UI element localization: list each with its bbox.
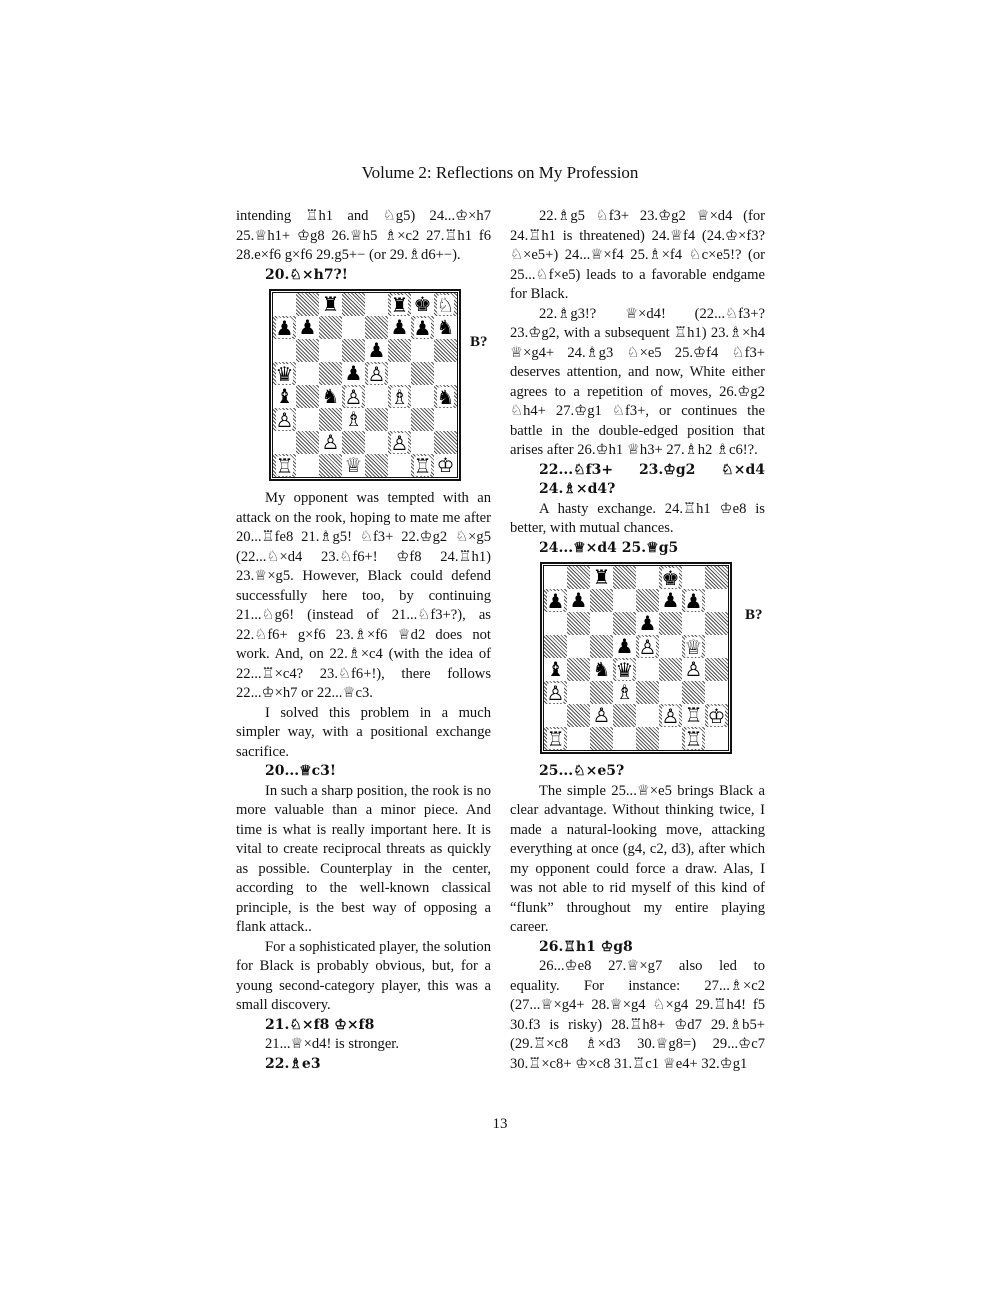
board-square bbox=[544, 681, 567, 704]
chess-piece: ♟ bbox=[390, 315, 409, 339]
chess-piece: ♙ bbox=[684, 657, 703, 681]
board-square bbox=[590, 612, 613, 635]
side-to-move-label: B? bbox=[745, 607, 763, 623]
chess-piece: ♚ bbox=[413, 292, 432, 316]
chess-piece: ♟ bbox=[615, 634, 634, 658]
paragraph: In such a sharp position, the rook is no more valuable than a minor piece. And time is what is really important here. It is vital to create reciprocal threats as quickly as possible. Counterplay in the center, according to the well-known classical principle, is the best way of opposing a flank attack.. bbox=[236, 782, 491, 935]
board-square bbox=[544, 727, 567, 750]
board-square bbox=[319, 454, 342, 477]
paragraph: intending ♖h1 and ♘g5) 24...♔×h7 25.♕h1+ ♔g8 26.♕h5 ♗×c2 27.♖h1 f6 28.e×f6 g×f6 29.g5+− (or 29.♗d6+−). bbox=[236, 208, 491, 263]
board-square bbox=[411, 362, 434, 385]
chess-piece: ♟ bbox=[298, 315, 317, 339]
board-square bbox=[388, 362, 411, 385]
board-square bbox=[636, 658, 659, 681]
chess-piece: ♙ bbox=[592, 703, 611, 727]
board-square bbox=[682, 704, 705, 727]
board-square bbox=[682, 681, 705, 704]
chess-piece: ♛ bbox=[615, 657, 634, 682]
board-square bbox=[705, 635, 728, 658]
paragraph: 21...♕×d4! is stronger. bbox=[265, 1036, 400, 1052]
board-square bbox=[613, 589, 636, 612]
chess-piece: ♜ bbox=[321, 292, 340, 316]
paragraph: A hasty exchange. 24.♖h1 ♔e8 is better, with mutual chances. bbox=[510, 500, 765, 536]
move-line: 24...♕×d4 25.♕g5 bbox=[539, 539, 679, 556]
board-square bbox=[319, 339, 342, 362]
chess-piece: ♟ bbox=[638, 611, 657, 635]
board-square bbox=[388, 431, 411, 454]
move-line: 20...♕c3! bbox=[265, 763, 337, 779]
board-square bbox=[567, 658, 590, 681]
paragraph: The simple 25...♕×e5 brings Black a clear advantage. Without thinking twice, I made a natural-looking move, attacking everything at once (g4, c2, d3), after which my opponent could force a draw. Alas, I was not able to rid myself of this kind of “flunk” throughout my entire playing career. bbox=[510, 782, 765, 935]
board-square bbox=[659, 612, 682, 635]
move-line: 26.♖h1 ♔g8 bbox=[539, 938, 633, 955]
paragraph: I solved this problem in a much simpler way, with a positional exchange sacrifice. bbox=[236, 704, 491, 760]
board-square bbox=[434, 385, 457, 408]
board-square bbox=[319, 431, 342, 454]
board-square bbox=[567, 681, 590, 704]
board-square bbox=[567, 612, 590, 635]
board-square bbox=[567, 704, 590, 727]
board-square bbox=[388, 385, 411, 408]
board-square bbox=[590, 635, 613, 658]
chess-board bbox=[272, 292, 458, 478]
chess-piece: ♝ bbox=[275, 384, 294, 408]
chess-piece: ♙ bbox=[275, 407, 294, 432]
chess-piece: ♖ bbox=[546, 726, 565, 751]
board-square bbox=[342, 339, 365, 362]
board-square bbox=[705, 589, 728, 612]
board-square bbox=[365, 316, 388, 339]
paragraph: 22.♗g5 ♘f3+ 23.♔g2 ♕×d4 (for 24.♖h1 is threatened) 24.♕f4 (24.♔×f3? ♘×e5+) 24...♕×f4 25.♗×f4 ♘c×e5!? (or 25...♘f×e5) leads to a favorable endgame for Black. bbox=[510, 208, 765, 302]
chess-piece: ♟ bbox=[275, 315, 294, 340]
chess-piece: ♟ bbox=[367, 338, 386, 362]
chess-piece: ♛ bbox=[275, 361, 294, 386]
board-square bbox=[411, 431, 434, 454]
board-square bbox=[296, 339, 319, 362]
chess-piece: ♟ bbox=[413, 315, 432, 340]
chess-piece: ♙ bbox=[390, 430, 409, 455]
board-square bbox=[319, 408, 342, 431]
chess-piece: ♗ bbox=[344, 407, 363, 431]
chess-piece: ♙ bbox=[546, 680, 565, 705]
paragraph: For a sophisticated player, the solution for Black is probably obvious, but, for a young second-category player, this was a small discovery. bbox=[236, 938, 491, 1013]
chess-piece: ♙ bbox=[344, 384, 363, 409]
board-square bbox=[411, 385, 434, 408]
chess-piece: ♕ bbox=[684, 634, 703, 659]
board-square bbox=[636, 566, 659, 589]
board-square bbox=[273, 454, 296, 477]
chess-piece: ♝ bbox=[546, 657, 565, 681]
chess-piece: ♙ bbox=[661, 703, 680, 728]
board-square bbox=[388, 293, 411, 316]
board-square bbox=[342, 431, 365, 454]
board-square bbox=[636, 681, 659, 704]
board-square bbox=[544, 658, 567, 681]
board-square bbox=[705, 681, 728, 704]
chess-piece: ♙ bbox=[638, 634, 657, 659]
chess-board bbox=[543, 565, 729, 751]
board-square bbox=[590, 589, 613, 612]
chess-piece: ♗ bbox=[390, 384, 409, 409]
chess-piece: ♜ bbox=[592, 565, 611, 589]
board-square bbox=[319, 362, 342, 385]
board-square bbox=[613, 566, 636, 589]
chess-piece: ♟ bbox=[546, 588, 565, 613]
chess-piece: ♖ bbox=[275, 453, 294, 478]
board-square bbox=[659, 704, 682, 727]
board-square bbox=[613, 704, 636, 727]
board-square bbox=[636, 612, 659, 635]
board-square bbox=[273, 316, 296, 339]
right-column bbox=[510, 207, 765, 1074]
board-square bbox=[411, 408, 434, 431]
board-square bbox=[705, 566, 728, 589]
chess-piece: ♖ bbox=[684, 726, 703, 751]
running-header: Volume 2: Reflections on My Profession bbox=[361, 163, 639, 182]
board-square bbox=[273, 339, 296, 362]
board-square bbox=[411, 293, 434, 316]
page-number: 13 bbox=[492, 1116, 508, 1132]
board-square bbox=[296, 362, 319, 385]
board-square bbox=[636, 635, 659, 658]
board-square bbox=[636, 727, 659, 750]
chess-piece: ♞ bbox=[436, 384, 455, 409]
chess-piece: ♕ bbox=[344, 453, 363, 477]
chess-piece: ♖ bbox=[413, 453, 432, 478]
board-square bbox=[613, 635, 636, 658]
chess-piece: ♞ bbox=[436, 315, 455, 339]
board-square bbox=[636, 704, 659, 727]
board-square bbox=[388, 454, 411, 477]
chess-piece: ♗ bbox=[615, 680, 634, 704]
chess-piece: ♟ bbox=[661, 588, 680, 612]
board-square bbox=[590, 566, 613, 589]
board-square bbox=[613, 681, 636, 704]
board-square bbox=[567, 635, 590, 658]
move-line: 25...♘×e5? bbox=[539, 763, 625, 779]
board-square bbox=[434, 316, 457, 339]
board-square bbox=[365, 362, 388, 385]
board-square bbox=[342, 454, 365, 477]
move-line: 22.♗e3 bbox=[265, 1055, 321, 1072]
board-square bbox=[365, 339, 388, 362]
board-square bbox=[273, 362, 296, 385]
board-square bbox=[682, 589, 705, 612]
board-square bbox=[319, 293, 342, 316]
board-square bbox=[273, 408, 296, 431]
board-square bbox=[365, 385, 388, 408]
paragraph: My opponent was tempted with an attack on the rook, hoping to mate me after 20...♖fe8 21.♗g5! ♘f3+ 22.♔g2 ♘×g5 (22...♘×d4 23.♘f6+! ♔f8 24.♖h1) 23.♕×g5. However, Black could defend successfully here too, by continuing 21...♘g6! (instead of 21...♘f3+?), as 22.♘f6+ g×f6 23.♗×f6 ♕d2 does not work. And, on 22.♗×c4 (with the idea of 22...♖×c4? 23.♘f6+!), there follows 22...♔×h7 or 22...♕c3. bbox=[236, 490, 491, 701]
chess-piece: ♟ bbox=[344, 361, 363, 385]
board-square bbox=[365, 431, 388, 454]
board-square bbox=[434, 362, 457, 385]
chess-piece: ♟ bbox=[569, 588, 588, 612]
board-square bbox=[659, 727, 682, 750]
board-square bbox=[434, 408, 457, 431]
board-square bbox=[613, 727, 636, 750]
board-square bbox=[682, 566, 705, 589]
board-square bbox=[365, 408, 388, 431]
board-square bbox=[296, 431, 319, 454]
board-square bbox=[682, 612, 705, 635]
board-square bbox=[682, 635, 705, 658]
board-square bbox=[411, 316, 434, 339]
chess-piece: ♔ bbox=[436, 453, 455, 477]
board-square bbox=[342, 385, 365, 408]
board-square bbox=[544, 589, 567, 612]
board-square bbox=[567, 727, 590, 750]
board-square bbox=[705, 704, 728, 727]
board-square bbox=[682, 658, 705, 681]
chess-piece: ♞ bbox=[321, 384, 340, 408]
board-square bbox=[659, 681, 682, 704]
board-square bbox=[342, 408, 365, 431]
board-square bbox=[273, 385, 296, 408]
chess-piece: ♞ bbox=[592, 657, 611, 681]
board-square bbox=[388, 339, 411, 362]
chess-piece: ♖ bbox=[684, 703, 703, 727]
chess-piece: ♚ bbox=[661, 565, 680, 590]
board-square bbox=[659, 658, 682, 681]
board-square bbox=[411, 339, 434, 362]
chess-diagram bbox=[236, 289, 491, 485]
move-line: 22...♘f3+ 23.♔g2 ♘×d4 24.♗×d4? bbox=[539, 461, 765, 497]
board-square bbox=[365, 454, 388, 477]
move-line: 21.♘×f8 ♔×f8 bbox=[265, 1016, 375, 1033]
board-square bbox=[590, 727, 613, 750]
chess-piece: ♟ bbox=[684, 588, 703, 613]
board-square bbox=[296, 408, 319, 431]
board-square bbox=[705, 658, 728, 681]
board-square bbox=[434, 431, 457, 454]
paragraph: 26...♔e8 27.♕×g7 also led to equality. For instance: 27...♗×c2 (27...♕×g4+ 28.♕×g4 ♘×g4 29.♖h4! f5 30.f3 is risky) 28.♖h8+ ♔d7 29.♗b5+ (29.♖×c8 ♗×d3 30.♕g8=) 29...♔c7 30.♖×c8+ ♔×c8 31.♖c1 ♕e4+ 32.♔g1 bbox=[510, 958, 765, 1072]
move-line: 20.♘×h7?! bbox=[265, 266, 348, 283]
board-square bbox=[705, 727, 728, 750]
chess-piece: ♜ bbox=[390, 292, 409, 317]
board-square bbox=[613, 658, 636, 681]
board-square bbox=[590, 658, 613, 681]
board-square bbox=[296, 293, 319, 316]
chess-piece: ♙ bbox=[367, 361, 386, 386]
board-square bbox=[296, 454, 319, 477]
board-square bbox=[590, 704, 613, 727]
board-square bbox=[544, 635, 567, 658]
board-square bbox=[544, 704, 567, 727]
board-square bbox=[273, 293, 296, 316]
board-square bbox=[296, 316, 319, 339]
board-square bbox=[636, 589, 659, 612]
board-square bbox=[659, 589, 682, 612]
board-square bbox=[659, 566, 682, 589]
chess-piece: ♙ bbox=[321, 430, 340, 454]
board-square bbox=[319, 316, 342, 339]
board-square bbox=[411, 454, 434, 477]
board-square bbox=[434, 293, 457, 316]
board-square bbox=[434, 339, 457, 362]
board-square bbox=[613, 612, 636, 635]
paragraph: 22.♗g3!? ♕×d4! (22...♘f3+? 23.♔g2, with a subsequent ♖h1) 23.♗×h4 ♕×g4+ 24.♗g3 ♘×e5 25.♔f4 ♘f3+ deserves attention, and now, White either agrees to a repetition of moves, 26.♔g2 ♘h4+ 27.♔g1 ♘f3+, or continues the battle in the double-edged position that arises after 26.♔h1 ♕h3+ 27.♗h2 ♗c6!?. bbox=[510, 305, 765, 458]
board-square bbox=[567, 566, 590, 589]
chess-diagram bbox=[510, 562, 765, 758]
board-square bbox=[434, 454, 457, 477]
board-square bbox=[319, 385, 342, 408]
board-square bbox=[273, 431, 296, 454]
board-square bbox=[342, 316, 365, 339]
board-square bbox=[682, 727, 705, 750]
board-square bbox=[342, 362, 365, 385]
side-to-move-label: B? bbox=[470, 334, 488, 350]
board-square bbox=[705, 612, 728, 635]
board-square bbox=[388, 316, 411, 339]
board-square bbox=[296, 385, 319, 408]
chess-piece: ♔ bbox=[707, 703, 726, 728]
chess-piece: ♘ bbox=[436, 292, 455, 317]
board-square bbox=[544, 612, 567, 635]
board-square bbox=[659, 635, 682, 658]
board-square bbox=[365, 293, 388, 316]
board-square bbox=[544, 566, 567, 589]
board-square bbox=[567, 589, 590, 612]
left-column bbox=[236, 207, 491, 1074]
board-square bbox=[342, 293, 365, 316]
board-square bbox=[590, 681, 613, 704]
board-square bbox=[388, 408, 411, 431]
